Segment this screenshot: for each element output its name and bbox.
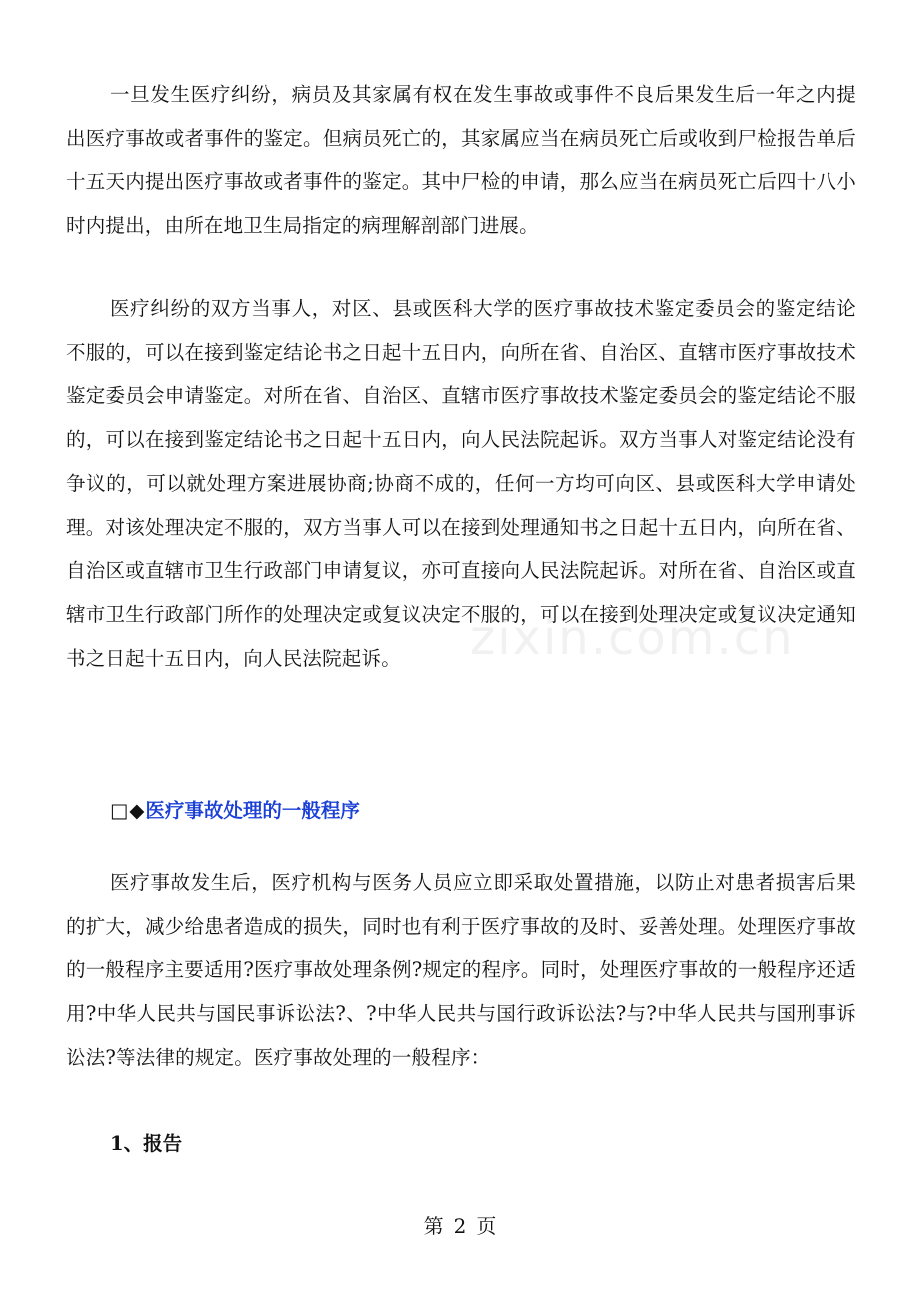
page-footer [0, 1210, 920, 1242]
heading-markers: □◆ [110, 799, 146, 822]
paragraph-appraisal-request: 一旦发生医疗纠纷，病员及其家属有权在发生事故或事件不良后果发生后一年之内提出医疗事故或者事件的鉴定。但病员死亡的，其家属应当在病员死亡后或收到尸检报告单后十五天内提出医疗事故或者事件的鉴定。其中尸检的申请，那么应当在病员死亡后四十八小时内提出，由所在地卫生局指定的病理解剖部门进展。 [66, 83, 856, 238]
paragraph-general-procedure: 医疗事故发生后，医疗机构与医务人员应立即采取处置措施，以防止对患者损害后果的扩大，减少给患者造成的损失，同时也有利于医疗事故的及时、妥善处理。处理医疗事故的一般程序主要适用?医疗事故处理条例?规定的程序。同时，处理医疗事故的一般程序还适用?中华人民共与国民事诉讼法?、?中华人民共与国行政诉讼法?与?中华人民共与国刑事诉讼法?等法律的规定。医疗事故处理的一般程序： [66, 871, 856, 1069]
page-number: 2 [453, 1214, 467, 1238]
paragraph-appraisal-objection: 医疗纠纷的双方当事人，对区、县或医科大学的医疗事故技术鉴定委员会的鉴定结论不服的，可以在接到鉴定结论书之日起十五日内，向所在省、自治区、直辖市医疗事故技术鉴定委员会申请鉴定。对所在省、自治区、直辖市医疗事故技术鉴定委员会的鉴定结论不服的，可以在接到鉴定结论书之日起十五日内，向人民法院起诉。双方当事人对鉴定结论没有争议的，可以就处理方案进展协商;协商不成的，任何一方均可向区、县或医科大学申请处理。对该处理决定不服的，双方当事人可以在接到处理通知书之日起十五日内，向所在省、自治区或直辖市卫生行政部门申请复议，亦可直接向人民法院起诉。对所在省、自治区或直辖市卫生行政部门所作的处理决定或复议决定不服的，可以在接到处理决定或复议决定通知书之日起十五日内，向人民法院起诉。 [66, 297, 856, 670]
section-heading [110, 795, 360, 827]
footer-suffix: 页 [476, 1214, 497, 1238]
section-heading-title[interactable]: 医疗事故处理的一般程序 [145, 799, 360, 822]
watermark: zixin.com.cn [470, 610, 795, 666]
footer-prefix: 第 [423, 1214, 444, 1238]
subheading-report: 1、报告 [110, 1132, 183, 1155]
